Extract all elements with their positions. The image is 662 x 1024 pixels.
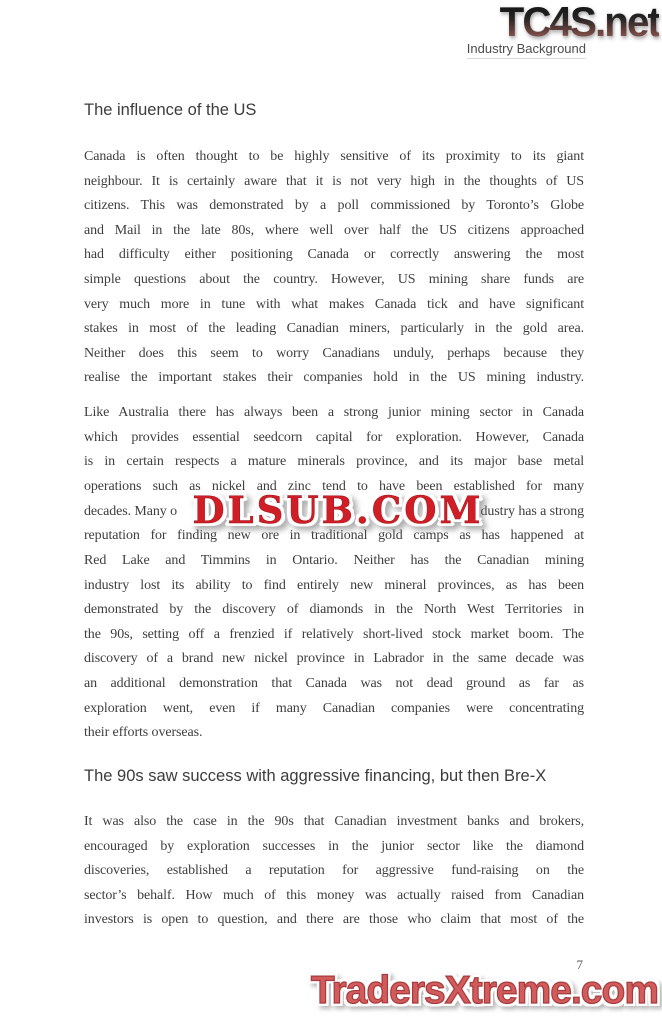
- text-line: is in certain respects a mature minerals province, and its major base metal: [84, 454, 584, 470]
- text-line: had difficulty either positioning Canada or correctly answering the most: [84, 247, 584, 263]
- text-line: investors is open to question, and there are those who claim that most of the: [84, 912, 584, 928]
- text-line: industry lost its ability to find entirely new mineral provinces, as has been: [84, 577, 584, 593]
- text-line: their efforts overseas.: [84, 725, 203, 741]
- paragraph-junior-mining-bottom: [84, 524, 584, 745]
- text-line: sector’s behalf. How much of this money was actually raised from Canadian: [84, 887, 584, 903]
- text-line: stakes in most of the leading Canadian miners, particularly in the gold area.: [84, 321, 584, 337]
- page-number: 7: [576, 957, 583, 972]
- text-line: citizens. This was demonstrated by a poll commissioned by Toronto’s Globe: [84, 198, 584, 214]
- text-line: realise the important stakes their companies hold in the US mining industry.: [84, 370, 584, 386]
- obscured-line-right-fragment: dustry has a strong: [480, 503, 584, 519]
- text-line: discovery of a brand new nickel province in Labrador in the same decade was: [84, 651, 584, 667]
- text-line: exploration went, even if many Canadian companies were concentrating: [84, 700, 584, 716]
- text-line: very much more in tune with what makes Canada tick and have significant: [84, 296, 584, 312]
- text-line: discoveries, established a reputation for aggressive fund-raising on the: [84, 863, 584, 879]
- text-line: Canada is often thought to be highly sensitive of its proximity to its giant: [84, 149, 584, 164]
- text-line: operations such as nickel and zinc tend to have been established for many: [84, 478, 584, 494]
- text-line: which provides essential seedcorn capital for exploration. However, Canada: [84, 429, 584, 445]
- text-line: demonstrated by the discovery of diamonds in the North West Territories in: [84, 602, 584, 618]
- section-heading-influence-of-us: The influence of the US: [84, 101, 257, 119]
- text-line: an additional demonstration that Canada was not dead ground as far as: [84, 675, 584, 691]
- paragraph-junior-mining-top: [84, 401, 584, 499]
- text-line: neighbour. It is certainly aware that it is not very high in the thoughts of US: [84, 173, 584, 189]
- text-line: the 90s, setting off a frenzied if relatively short-lived stock market boom. The: [84, 626, 584, 642]
- tc4s-logo: TC4S.net: [499, 0, 659, 45]
- obscured-line-left-fragment: decades. Many o: [84, 503, 177, 519]
- text-line: simple questions about the country. However, US mining share funds are: [84, 271, 584, 287]
- text-line: reputation for finding new ore in traditional gold camps as has happened at: [84, 528, 584, 544]
- text-line: encouraged by exploration successes in the junior sector like the diamond: [84, 838, 584, 854]
- text-line: Red Lake and Timmins in Ontario. Neither has the Canadian mining: [84, 552, 584, 568]
- text-line: and Mail in the late 80s, where well over half the US citizens approached: [84, 222, 584, 238]
- section-heading-90s-brex: The 90s saw success with aggressive financing, but then Bre-X: [84, 767, 547, 785]
- tradersxtreme-logo: TradersXtreme.com: [310, 969, 658, 1012]
- text-line: Like Australia there has always been a strong junior mining sector in Canada: [84, 405, 584, 420]
- text-line: Neither does this seem to worry Canadians unduly, perhaps because they: [84, 345, 584, 361]
- header-subtitle: Industry Background: [467, 41, 586, 59]
- text-line: It was also the case in the 90s that Canadian investment banks and brokers,: [84, 814, 584, 829]
- paragraph-investment-banks: [84, 810, 584, 933]
- dlsub-watermark: DLSUB.COM: [192, 488, 484, 532]
- paragraph-us-influence: [84, 145, 584, 391]
